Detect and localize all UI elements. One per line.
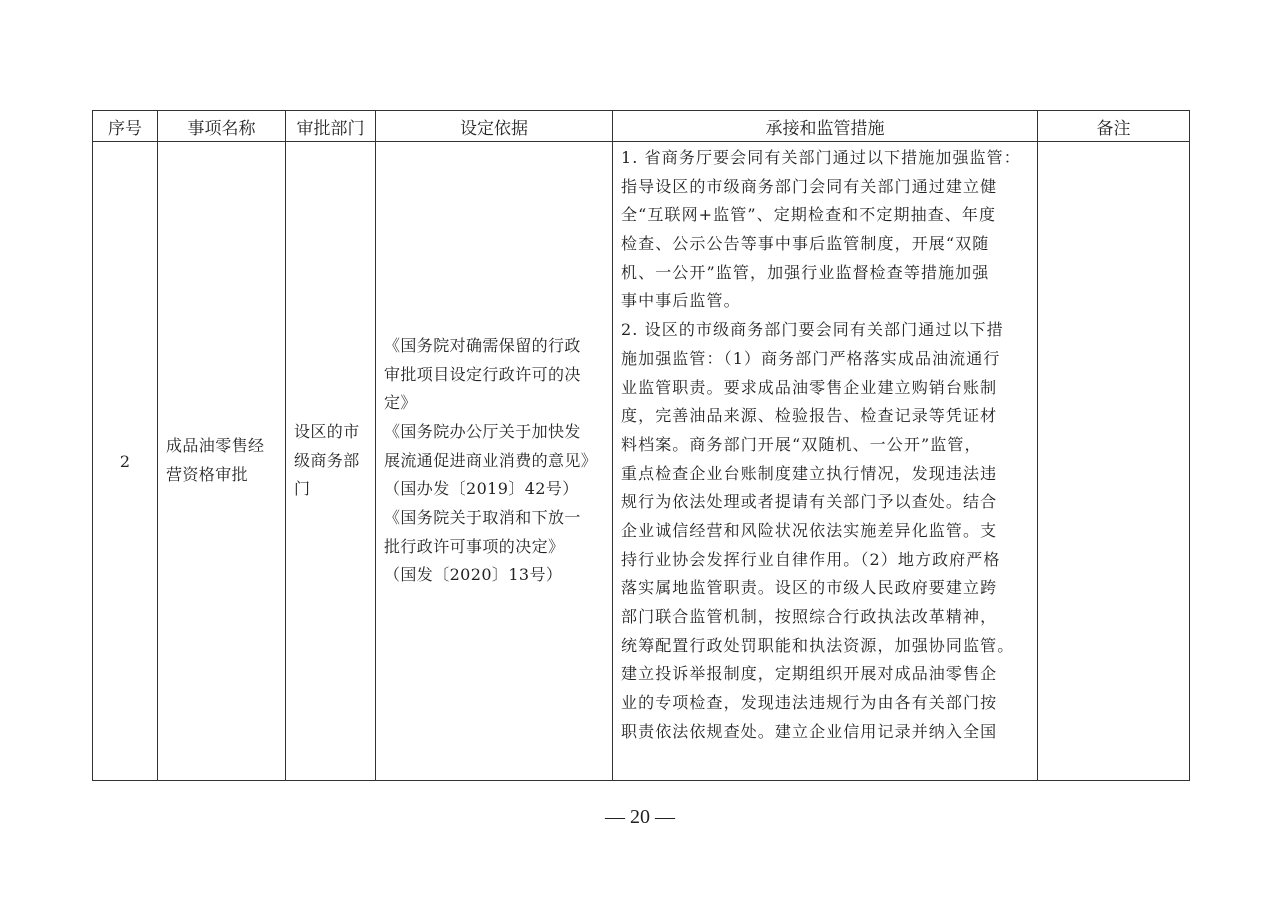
text-line: 职责依法依规查处。建立企业信用记录并纳入全国 — [621, 721, 998, 741]
text-line: 设区的市 — [294, 421, 360, 441]
header-remarks: 备注 — [1038, 111, 1190, 142]
cell-approval-department — [286, 142, 376, 781]
text-line: 《国务院办公厅关于加快发 — [384, 421, 581, 441]
cell-supervision-measures — [613, 142, 1038, 781]
header-approval-department: 审批部门 — [286, 111, 376, 142]
cell-remarks — [1038, 142, 1190, 781]
header-item-name: 事项名称 — [158, 111, 286, 142]
text-line: 定》 — [384, 393, 417, 413]
text-line: 部门联合监管机制，按照综合行政执法改革精神， — [621, 607, 998, 626]
text-line: 检查、公示公告等事中事后监管制度，开展“双随 — [621, 234, 990, 254]
text-line: 建立投诉举报制度，定期组织开展对成品油零售企 — [621, 664, 998, 684]
text-line: 业的专项检查，发现违法违规行为由各有关部门按 — [621, 693, 998, 713]
table-row — [93, 142, 1190, 781]
text-line: 营资格审批 — [166, 465, 249, 484]
header-legal-basis: 设定依据 — [376, 111, 613, 142]
text-line: 度，完善油品来源、检验报告、检查记录等凭证材 — [621, 406, 998, 426]
text-line: 《国务院关于取消和下放一 — [384, 508, 581, 528]
text-line: 门 — [294, 479, 311, 499]
header-serial-number: 序号 — [93, 111, 158, 142]
text-line: 指导设区的市级商务部门会同有关部门通过建立健 — [621, 176, 998, 196]
text-line: （国办发〔2019〕42号） — [384, 479, 579, 499]
text-line: 事中事后监管。 — [621, 291, 741, 311]
header-supervision-measures: 承接和监管措施 — [613, 111, 1038, 142]
text-line: 重点检查企业台账制度建立执行情况，发现违法违 — [621, 463, 998, 483]
text-line: 统筹配置行政处罚职能和执法资源，加强协同监管。 — [621, 635, 1015, 655]
table-header-row — [93, 111, 1190, 142]
text-line: 企业诚信经营和风险状况依法实施差异化监管。支 — [621, 520, 998, 540]
text-line: 业监管职责。要求成品油零售企业建立购销台账制 — [621, 377, 998, 397]
cell-legal-basis — [376, 142, 613, 781]
text-line: 规行为依法处理或者提请有关部门予以查处。结合 — [621, 492, 998, 512]
text-line: 审批项目设定行政许可的决 — [384, 364, 581, 384]
page-number: — 20 — — [605, 806, 675, 828]
text-line: 持行业协会发挥行业自律作用。（2）地方政府严格 — [621, 549, 1001, 569]
text-line: 机、一公开”监管，加强行业监督检查等措施加强 — [621, 262, 990, 282]
text-line: 全“互联网+监管”、定期检查和不定期抽查、年度 — [621, 205, 997, 225]
text-line: 施加强监管：（1）商务部门严格落实成品油流通行 — [621, 348, 1001, 368]
text-line: 展流通促进商业消费的意见》 — [384, 450, 598, 470]
approval-items-table — [92, 110, 1190, 781]
text-line: 批行政许可事项的决定》 — [384, 536, 565, 556]
text-line: 《国务院对确需保留的行政 — [384, 335, 581, 355]
cell-serial-number: 2 — [93, 142, 158, 781]
text-line: 2. 设区的市级商务部门要会同有关部门通过以下措 — [621, 320, 1004, 340]
text-line: （国发〔2020〕13号） — [384, 565, 563, 585]
cell-item-name — [158, 142, 286, 781]
text-line: 落实属地监管职责。设区的市级人民政府要建立跨 — [621, 578, 998, 598]
text-line: 1. 省商务厅要会同有关部门通过以下措施加强监管： — [621, 148, 1021, 167]
text-line: 料档案。商务部门开展“双随机、一公开”监管， — [621, 434, 982, 454]
text-line: 成品油零售经 — [166, 436, 265, 456]
text-line: 级商务部 — [294, 450, 360, 470]
